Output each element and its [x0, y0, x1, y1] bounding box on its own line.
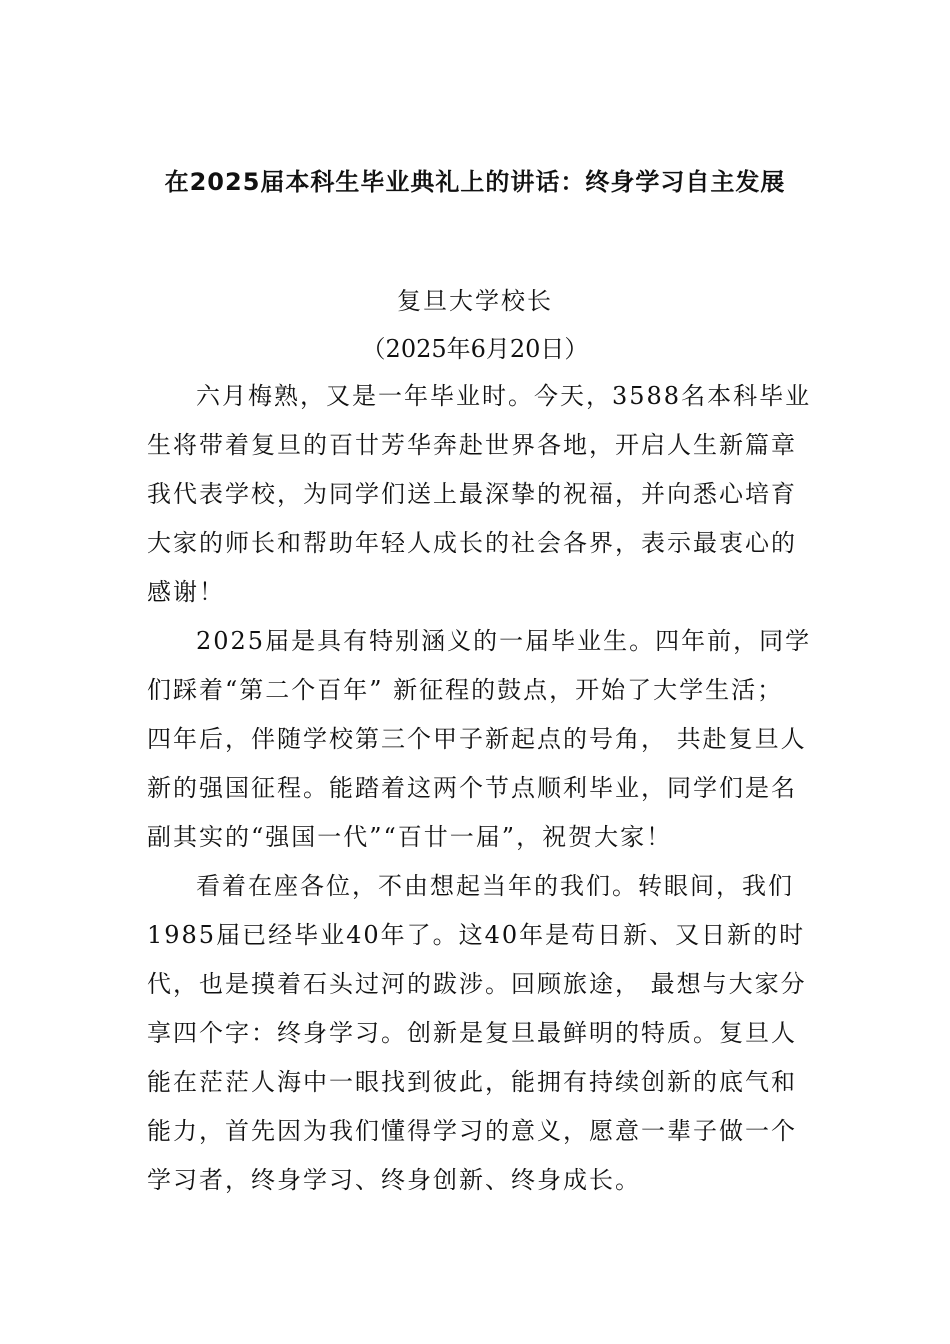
document-title: 在2025届本科生毕业典礼上的讲话：终身学习自主发展 [164, 168, 786, 196]
paragraph-line: 能力，首先因为我们懂得学习的意义，愿意一辈子做一个 [147, 1117, 797, 1145]
paragraph-line: 看着在座各位，不由想起当年的我们。转眼间，我们 [196, 872, 794, 900]
paragraph-line: 2025届是具有特别涵义的一届毕业生。四年前，同学 [196, 627, 812, 655]
paragraph-line: 我代表学校，为同学们送上最深挚的祝福，并向悉心培育 [147, 480, 797, 508]
paragraph-line: 代，也是摸着石头过河的跋涉。回顾旅途， 最想与大家分 [147, 970, 807, 998]
speech-date: （2025年6月20日） [361, 335, 589, 363]
speech-body [147, 372, 812, 1205]
paragraph [147, 372, 812, 617]
paragraph-line: 新的强国征程。能踏着这两个节点顺利毕业，同学们是名 [147, 774, 797, 802]
paragraph-line: 大家的师长和帮助年轻人成长的社会各界，表示最衷心的 [147, 529, 797, 557]
paragraph [147, 617, 812, 862]
speaker-line: 复旦大学校长 [397, 287, 553, 315]
paragraph-line: 们踩着“第二个百年” 新征程的鼓点，开始了大学生活； [147, 676, 784, 704]
paragraph [147, 862, 807, 1205]
paragraph-line: 1985届已经毕业40年了。这40年是苟日新、又日新的时 [147, 921, 806, 949]
paragraph-line: 六月梅熟，又是一年毕业时。今天，3588名本科毕业 [196, 382, 812, 410]
paragraph-line: 生将带着复旦的百廿芳华奔赴世界各地，开启人生新篇章 [147, 431, 797, 459]
paragraph-line: 享四个字：终身学习。创新是复旦最鲜明的特质。复旦人 [147, 1019, 797, 1047]
paragraph-line: 感谢！ [147, 578, 225, 606]
paragraph-line: 四年后，伴随学校第三个甲子新起点的号角， 共赴复旦人 [147, 725, 807, 753]
paragraph-line: 能在茫茫人海中一眼找到彼此，能拥有持续创新的底气和 [147, 1068, 797, 1096]
paragraph-line: 副其实的“强国一代”“百廿一届”，祝贺大家！ [147, 823, 673, 851]
paragraph-line: 学习者，终身学习、终身创新、终身成长。 [147, 1166, 641, 1194]
